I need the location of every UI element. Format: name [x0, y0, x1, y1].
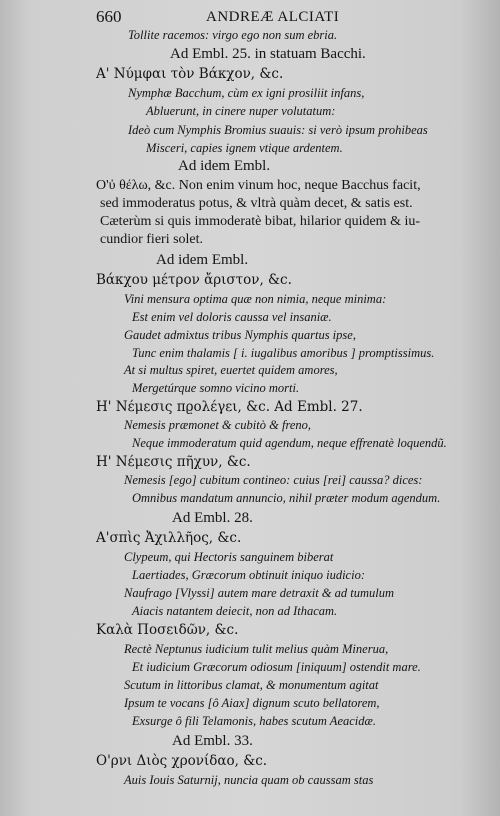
greek-incipit: Α' Νύμφαι τὸν Βάκχον, &c. — [96, 66, 284, 82]
text-line: Gaudet admixtus tribus Nymphis quartus ipse, — [124, 328, 356, 342]
text-line: Mergetúrque somno vicino morti. — [132, 381, 300, 395]
greek-incipit: Καλὰ Ποσειδῶν, &c. — [96, 622, 239, 638]
text-line: Et iudicium Græcorum odiosum [iniquum] ostendit mare. — [132, 660, 421, 674]
text-line: Scutum in littoribus clamat, & monumentum agitat — [124, 678, 379, 692]
section-heading: Ad Embl. 28. — [172, 510, 253, 526]
text-line: Tunc enim thalamis [ i. iugalibus amoribus ] promptissimus. — [132, 346, 435, 360]
greek-incipit: Α'σπὶς Ἀχιλλῆος, &c. — [96, 530, 242, 546]
greek-incipit: Η' Νέμεσις πῆχυν, &c. — [96, 454, 251, 470]
text-line: Exsurge ô fili Telamonis, habes scutum Aeacidæ. — [132, 714, 376, 728]
text-line: Misceri, capies ignem vtique ardentem. — [146, 141, 343, 155]
text-line: Ipsum te vocans [ô Aiax] dignum scuto bellatorem, — [124, 696, 380, 710]
text-line: Vini mensura optima quæ non nimia, neque minima: — [124, 292, 387, 306]
text-line: Omnibus mandatum annuncio, nihil præter modum agendum. — [132, 491, 441, 505]
text-line: Naufrago [Vlyssi] autem mare detraxit & ad tumulum — [124, 586, 395, 600]
text-line: Auis Iouis Saturnij, nuncia quam ob caussam stas — [124, 773, 374, 787]
text-line: Laertiades, Græcorum obtinuit iniquo iudicio: — [132, 568, 365, 582]
text-line: sed immoderatus potus, & vltrà quàm decet, & satis est. — [100, 196, 413, 211]
text-line: Nymphæ Bacchum, cùm ex igni prosiliit infans, — [128, 86, 365, 100]
text-line: Tollite racemos: virgo ego non sum ebria. — [128, 28, 338, 42]
show-through-text — [342, 40, 492, 740]
text-line: Rectè Neptunus iudicium tulit melius quàm Minerua, — [124, 642, 389, 656]
section-heading: Ad idem Embl. — [156, 252, 249, 268]
running-title: ANDREÆ ALCIATI — [206, 9, 340, 25]
text-line: Cæterùm si quis immoderatè bibat, hilarior quidem & iu- — [100, 214, 421, 229]
text-line: Neque immoderatum quid agendum, neque effrenatè loquendũ. — [132, 436, 447, 450]
greek-incipit: Ο'ρνι Διὸς χρονίδαο, &c. — [96, 753, 268, 769]
text-line: Ideò cum Nymphis Bromius suauis: si verò ipsum prohibeas — [128, 123, 428, 137]
text-line: Aiacis natantem deiecit, non ad Ithacam. — [132, 604, 338, 618]
text-line: Nemesis [ego] cubitum contineo: cuius [rei] caussa? dices: — [124, 473, 423, 487]
text-line: Nemesis præmonet & cubitò & freno, — [124, 418, 312, 432]
text-line: Clypeum, qui Hectoris sanguinem biberat — [124, 550, 334, 564]
greek-incipit: Η' Νέμεσις πϱολέγει, &c. Ad Embl. 27. — [96, 399, 363, 415]
greek-incipit: Βάκχου μέτρον ἄριστον, &c. — [96, 272, 292, 288]
section-heading: Ad Embl. 25. in statuam Bacchi. — [170, 46, 366, 62]
text-line: Abluerunt, in cinere nuper volutatum: — [146, 104, 336, 118]
section-heading: Ad Embl. 33. — [172, 733, 253, 749]
text-line: Ο'ὐ θέλω, &c. Non enim vinum hoc, neque Bacchus facit, — [96, 178, 421, 193]
text-line: cundior fieri solet. — [100, 232, 204, 247]
page-number: 660 — [96, 7, 122, 26]
text-line: At si multus spiret, euertet quidem amores, — [124, 363, 338, 377]
text-line: Est enim vel doloris caussa vel insaniæ. — [132, 310, 332, 324]
section-heading: Ad idem Embl. — [178, 158, 271, 174]
